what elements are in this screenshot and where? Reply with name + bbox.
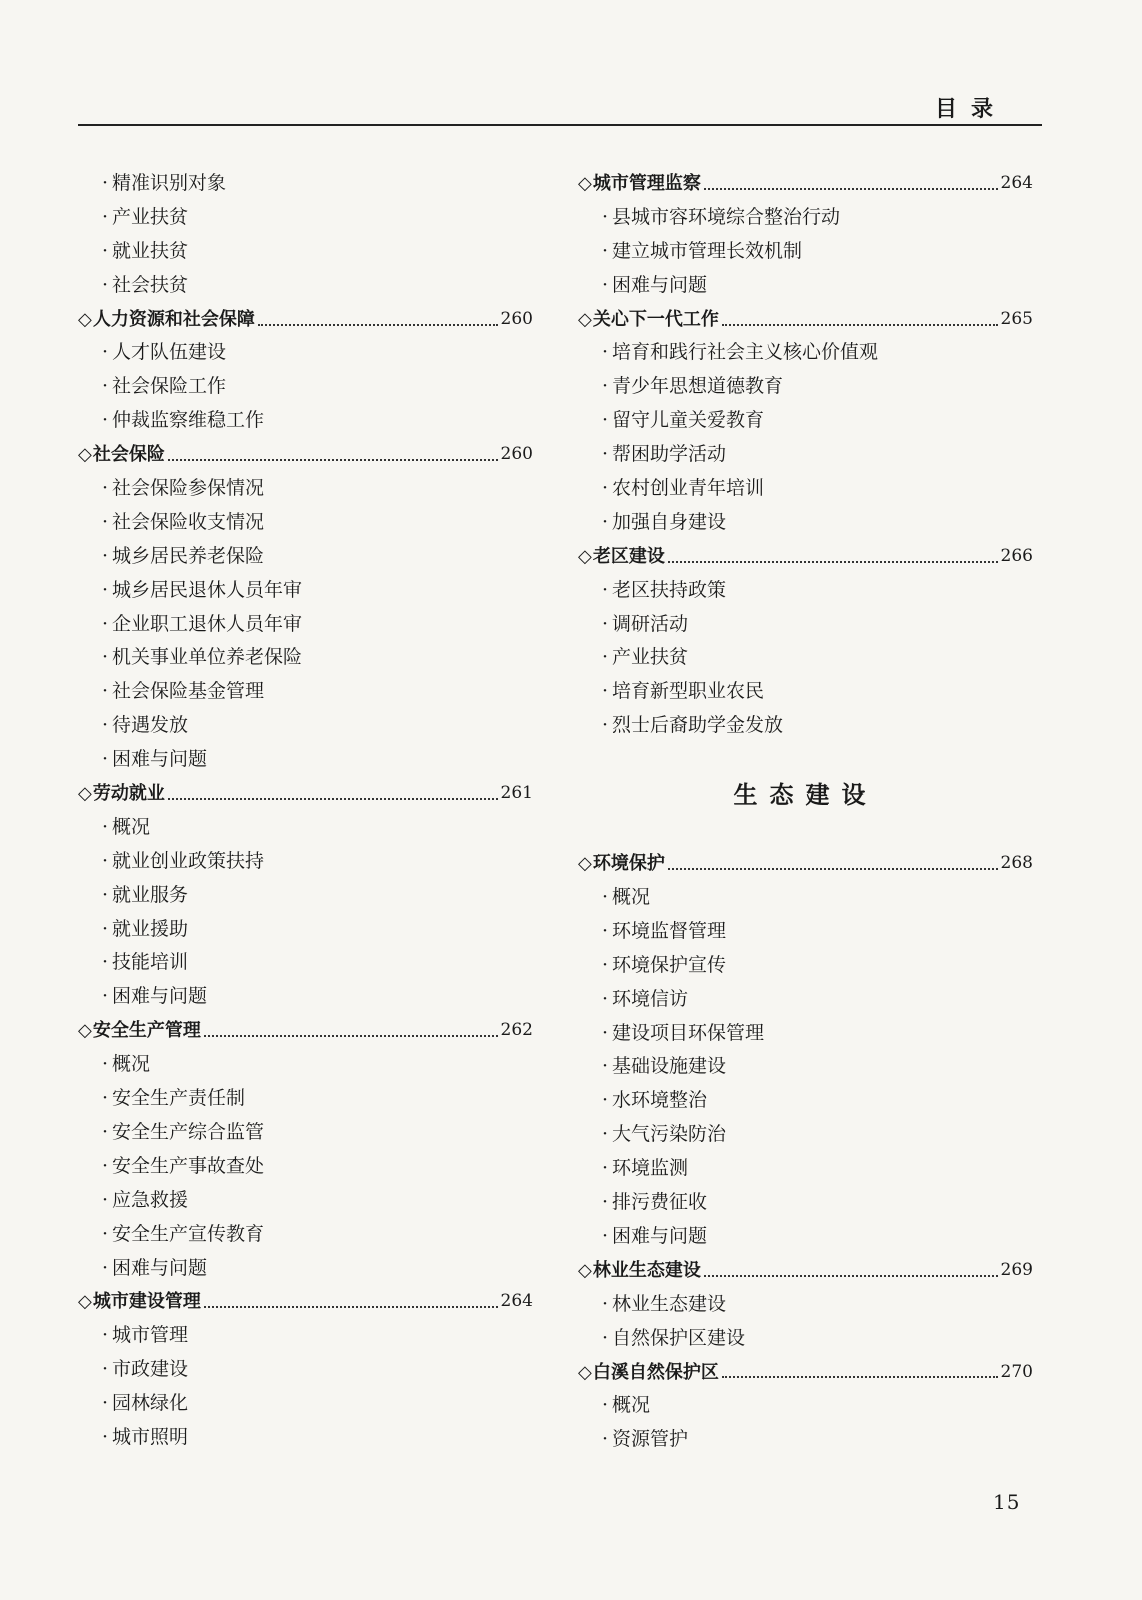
- diamond-icon: ◇: [578, 1361, 592, 1383]
- bullet-dot-icon: ·: [602, 1191, 609, 1214]
- toc-item: [78, 269, 533, 303]
- item-title: 困难与问题: [612, 273, 708, 296]
- toc-section-entry: [578, 1356, 1033, 1390]
- item-title: 加强自身建设: [612, 510, 727, 533]
- page-number: 15: [993, 1490, 1021, 1514]
- toc-section-entry: [78, 1014, 533, 1048]
- toc-item: [78, 201, 533, 235]
- toc-section-entry: [578, 303, 1033, 337]
- section-page-number: 262: [500, 1020, 533, 1041]
- diamond-icon: ◇: [78, 444, 92, 466]
- bullet-dot-icon: ·: [102, 815, 109, 838]
- bullet-dot-icon: ·: [102, 951, 109, 974]
- dot-leader: [168, 798, 498, 800]
- toc-section-entry: [578, 847, 1033, 881]
- header-rule: [78, 124, 1042, 126]
- section-title: 白溪自然保护区: [592, 1361, 719, 1383]
- section-title: 社会保险: [92, 444, 165, 466]
- toc-section-entry: [578, 167, 1033, 201]
- item-title: 产业扶贫: [612, 646, 689, 669]
- toc-item: [578, 1152, 1033, 1186]
- toc-item: [78, 709, 533, 743]
- section-page-number: 269: [1000, 1259, 1033, 1280]
- toc-item: [578, 1389, 1033, 1423]
- item-title: 困难与问题: [112, 748, 208, 771]
- section-title: 城市管理监察: [592, 173, 701, 194]
- bullet-dot-icon: ·: [602, 205, 609, 228]
- item-title: 建立城市管理长效机制: [612, 239, 803, 262]
- diamond-icon: ◇: [578, 173, 592, 194]
- toc-item: [578, 1118, 1033, 1152]
- bullet-dot-icon: ·: [102, 1425, 109, 1448]
- bullet-dot-icon: ·: [102, 578, 109, 601]
- toc-item: [578, 370, 1033, 404]
- bullet-dot-icon: ·: [102, 409, 109, 432]
- section-page-number: 260: [500, 308, 533, 329]
- bullet-dot-icon: ·: [602, 578, 609, 601]
- item-title: 待遇发放: [112, 714, 189, 737]
- bullet-dot-icon: ·: [102, 748, 109, 771]
- bullet-dot-icon: ·: [602, 714, 609, 737]
- toc-item: [578, 915, 1033, 949]
- item-title: 老区扶持政策: [612, 578, 727, 601]
- bullet-dot-icon: ·: [102, 239, 109, 262]
- section-page-number: 268: [1000, 853, 1033, 874]
- item-title: 社会扶贫: [112, 273, 189, 296]
- bullet-dot-icon: ·: [602, 1224, 609, 1247]
- item-title: 城乡居民养老保险: [112, 544, 265, 567]
- bullet-dot-icon: ·: [102, 1053, 109, 1076]
- item-title: 社会保险基金管理: [112, 680, 265, 703]
- dot-leader: [258, 324, 498, 326]
- toc-item: [78, 540, 533, 574]
- section-title: 林业生态建设: [592, 1259, 701, 1281]
- bullet-dot-icon: ·: [602, 1021, 609, 1044]
- section-page-number: 260: [500, 444, 533, 465]
- item-title: 技能培训: [112, 951, 189, 974]
- bullet-dot-icon: ·: [102, 1188, 109, 1211]
- toc-item: [578, 574, 1033, 608]
- bullet-dot-icon: ·: [102, 510, 109, 533]
- toc-item: [578, 881, 1033, 915]
- item-title: 概况: [112, 815, 151, 838]
- toc-item: [78, 1421, 533, 1455]
- item-title: 烈士后裔助学金发放: [612, 714, 784, 737]
- dot-leader: [668, 561, 998, 563]
- toc-section-entry: [578, 540, 1033, 574]
- bullet-dot-icon: ·: [102, 273, 109, 296]
- bullet-dot-icon: ·: [102, 612, 109, 635]
- bullet-dot-icon: ·: [602, 239, 609, 262]
- toc-item: [578, 201, 1033, 235]
- item-title: 基础设施建设: [612, 1055, 727, 1078]
- section-title: 安全生产管理: [92, 1020, 201, 1042]
- bullet-dot-icon: ·: [602, 919, 609, 942]
- bullet-dot-icon: ·: [602, 375, 609, 398]
- toc-item: [78, 336, 533, 370]
- toc-item: [578, 1220, 1033, 1254]
- bullet-dot-icon: ·: [102, 1222, 109, 1245]
- toc-item: [578, 438, 1033, 472]
- toc-item: [78, 167, 533, 201]
- bullet-dot-icon: ·: [102, 849, 109, 872]
- diamond-icon: ◇: [578, 853, 592, 875]
- item-title: 就业扶贫: [112, 239, 189, 262]
- bullet-dot-icon: ·: [102, 1154, 109, 1177]
- item-title: 就业服务: [112, 883, 189, 906]
- toc-item: [578, 235, 1033, 269]
- toc-item: [78, 506, 533, 540]
- bullet-dot-icon: ·: [602, 1123, 609, 1146]
- section-page-number: 266: [1000, 545, 1033, 566]
- section-page-number: 270: [1000, 1361, 1033, 1382]
- bullet-dot-icon: ·: [602, 646, 609, 669]
- diamond-icon: ◇: [78, 1291, 92, 1313]
- bullet-dot-icon: ·: [102, 917, 109, 940]
- toc-item: [78, 574, 533, 608]
- item-title: 留守儿童关爱教育: [612, 409, 765, 432]
- item-title: 城乡居民退休人员年审: [112, 578, 303, 601]
- item-title: 排污费征收: [612, 1191, 708, 1214]
- bullet-dot-icon: ·: [602, 1428, 609, 1451]
- bullet-dot-icon: ·: [602, 680, 609, 703]
- bullet-dot-icon: ·: [602, 1394, 609, 1417]
- toc-section-entry: [578, 1254, 1033, 1288]
- running-header-title: 目录: [935, 97, 1008, 122]
- diamond-icon: ◇: [78, 1020, 92, 1042]
- toc-item: [78, 743, 533, 777]
- bullet-dot-icon: ·: [602, 987, 609, 1010]
- item-title: 资源管护: [612, 1428, 689, 1451]
- item-title: 概况: [112, 1053, 151, 1076]
- toc-item: [78, 1252, 533, 1286]
- toc-item: [78, 1116, 533, 1150]
- section-page-number: 261: [500, 783, 533, 804]
- item-title: 环境保护宣传: [612, 953, 727, 976]
- item-title: 应急救援: [112, 1188, 189, 1211]
- toc-item: [78, 1150, 533, 1184]
- bullet-dot-icon: ·: [602, 612, 609, 635]
- item-title: 产业扶贫: [112, 205, 189, 228]
- item-title: 仲裁监察维稳工作: [112, 409, 265, 432]
- dot-leader: [722, 1376, 998, 1378]
- item-title: 水环境整治: [612, 1089, 708, 1112]
- diamond-icon: ◇: [78, 783, 92, 805]
- diamond-icon: ◇: [578, 1259, 592, 1281]
- toc-section-entry: [78, 777, 533, 811]
- dot-leader: [668, 868, 998, 870]
- item-title: 困难与问题: [112, 985, 208, 1008]
- bullet-dot-icon: ·: [602, 1089, 609, 1112]
- toc-item: [78, 641, 533, 675]
- item-title: 精准识别对象: [112, 172, 227, 194]
- item-title: 帮困助学活动: [612, 443, 727, 466]
- item-title: 安全生产宣传教育: [112, 1222, 265, 1245]
- section-title: 老区建设: [592, 545, 665, 567]
- bullet-dot-icon: ·: [102, 646, 109, 669]
- item-title: 农村创业青年培训: [612, 477, 765, 500]
- item-title: 调研活动: [612, 612, 689, 635]
- toc-item: [578, 404, 1033, 438]
- toc-left-column: [78, 167, 533, 1455]
- toc-item: [578, 1017, 1033, 1051]
- toc-item: [578, 641, 1033, 675]
- section-page-number: 264: [1000, 173, 1033, 193]
- part-heading: 生态建设: [733, 781, 878, 810]
- toc-item: [78, 1387, 533, 1421]
- bullet-dot-icon: ·: [102, 985, 109, 1008]
- bullet-dot-icon: ·: [102, 714, 109, 737]
- toc-item: [78, 1082, 533, 1116]
- bullet-dot-icon: ·: [102, 172, 109, 194]
- toc-item: [578, 709, 1033, 743]
- diamond-icon: ◇: [578, 308, 592, 330]
- toc-item: [78, 1218, 533, 1252]
- item-title: 概况: [612, 886, 651, 909]
- toc-item: [578, 472, 1033, 506]
- bullet-dot-icon: ·: [102, 1256, 109, 1279]
- toc-item: [78, 1353, 533, 1387]
- toc-item: [578, 1322, 1033, 1356]
- bullet-dot-icon: ·: [102, 544, 109, 567]
- toc-item: [578, 608, 1033, 642]
- toc-item: [78, 608, 533, 642]
- toc-item: [578, 675, 1033, 709]
- toc-section-entry: [78, 438, 533, 472]
- item-title: 困难与问题: [612, 1224, 708, 1247]
- item-title: 社会保险参保情况: [112, 477, 265, 500]
- diamond-icon: ◇: [78, 308, 92, 330]
- bullet-dot-icon: ·: [602, 953, 609, 976]
- bullet-dot-icon: ·: [102, 1087, 109, 1110]
- section-title: 劳动就业: [92, 783, 165, 805]
- section-page-number: 265: [1000, 308, 1033, 329]
- bullet-dot-icon: ·: [602, 443, 609, 466]
- item-title: 概况: [612, 1394, 651, 1417]
- toc-right-column: [578, 167, 1033, 1457]
- section-title: 人力资源和社会保障: [92, 308, 255, 330]
- item-title: 安全生产事故查处: [112, 1154, 265, 1177]
- toc-item: [78, 404, 533, 438]
- item-title: 大气污染防治: [612, 1123, 727, 1146]
- toc-item: [78, 811, 533, 845]
- bullet-dot-icon: ·: [602, 477, 609, 500]
- item-title: 市政建设: [112, 1358, 189, 1381]
- dot-leader: [168, 459, 498, 461]
- toc-item: [78, 675, 533, 709]
- toc-item: [78, 370, 533, 404]
- item-title: 环境监督管理: [612, 919, 727, 942]
- item-title: 社会保险工作: [112, 375, 227, 398]
- bullet-dot-icon: ·: [102, 1392, 109, 1415]
- item-title: 环境信访: [612, 987, 689, 1010]
- bullet-dot-icon: ·: [102, 341, 109, 364]
- toc-item: [578, 949, 1033, 983]
- bullet-dot-icon: ·: [602, 886, 609, 909]
- toc-item: [78, 980, 533, 1014]
- item-title: 培育新型职业农民: [612, 680, 765, 703]
- item-title: 就业援助: [112, 917, 189, 940]
- section-title: 环境保护: [592, 853, 665, 875]
- toc-item: [78, 1048, 533, 1082]
- bullet-dot-icon: ·: [102, 1358, 109, 1381]
- dot-leader: [704, 1275, 998, 1277]
- item-title: 安全生产综合监管: [112, 1120, 265, 1143]
- dot-leader: [722, 324, 998, 326]
- dot-leader: [704, 188, 998, 190]
- toc-item: [578, 1288, 1033, 1322]
- item-title: 机关事业单位养老保险: [112, 646, 303, 669]
- toc-item: [78, 1184, 533, 1218]
- item-title: 环境监测: [612, 1157, 689, 1180]
- diamond-icon: ◇: [578, 545, 592, 567]
- section-title: 城市建设管理: [92, 1291, 201, 1313]
- bullet-dot-icon: ·: [602, 409, 609, 432]
- toc-item: [78, 472, 533, 506]
- toc-item: [578, 506, 1033, 540]
- bullet-dot-icon: ·: [602, 341, 609, 364]
- item-title: 自然保护区建设: [612, 1326, 746, 1349]
- toc-section-entry: [78, 1285, 533, 1319]
- toc-item: [578, 1050, 1033, 1084]
- item-title: 城市管理: [112, 1324, 189, 1347]
- toc-item: [78, 913, 533, 947]
- toc-section-entry: [78, 303, 533, 337]
- toc-item: [578, 983, 1033, 1017]
- item-title: 就业创业政策扶持: [112, 849, 265, 872]
- dot-leader: [204, 1306, 498, 1308]
- item-title: 青少年思想道德教育: [612, 375, 784, 398]
- toc-item: [578, 336, 1033, 370]
- toc-item: [78, 879, 533, 913]
- dot-leader: [204, 1035, 498, 1037]
- bullet-dot-icon: ·: [602, 1326, 609, 1349]
- item-title: 安全生产责任制: [112, 1087, 246, 1110]
- bullet-dot-icon: ·: [602, 510, 609, 533]
- item-title: 建设项目环保管理: [612, 1021, 765, 1044]
- bullet-dot-icon: ·: [602, 1292, 609, 1315]
- bullet-dot-icon: ·: [602, 1055, 609, 1078]
- toc-item: [78, 1319, 533, 1353]
- bullet-dot-icon: ·: [102, 883, 109, 906]
- bullet-dot-icon: ·: [102, 477, 109, 500]
- item-title: 社会保险收支情况: [112, 510, 265, 533]
- toc-item: [78, 235, 533, 269]
- bullet-dot-icon: ·: [602, 273, 609, 296]
- toc-item: [578, 1084, 1033, 1118]
- item-title: 林业生态建设: [612, 1292, 727, 1315]
- item-title: 企业职工退休人员年审: [112, 612, 303, 635]
- bullet-dot-icon: ·: [102, 1324, 109, 1347]
- bullet-dot-icon: ·: [102, 375, 109, 398]
- item-title: 人才队伍建设: [112, 341, 227, 364]
- bullet-dot-icon: ·: [102, 1120, 109, 1143]
- toc-item: [578, 1423, 1033, 1457]
- section-title: 关心下一代工作: [592, 308, 719, 330]
- item-title: 培育和践行社会主义核心价值观: [612, 341, 879, 364]
- bullet-dot-icon: ·: [102, 680, 109, 703]
- toc-item: [578, 269, 1033, 303]
- bullet-dot-icon: ·: [102, 205, 109, 228]
- bullet-dot-icon: ·: [602, 1157, 609, 1180]
- toc-item: [78, 845, 533, 879]
- item-title: 园林绿化: [112, 1392, 189, 1415]
- toc-item: [578, 1186, 1033, 1220]
- item-title: 困难与问题: [112, 1256, 208, 1279]
- item-title: 县城市容环境综合整治行动: [612, 205, 841, 228]
- section-page-number: 264: [500, 1291, 533, 1312]
- item-title: 城市照明: [112, 1425, 189, 1448]
- toc-item: [78, 946, 533, 980]
